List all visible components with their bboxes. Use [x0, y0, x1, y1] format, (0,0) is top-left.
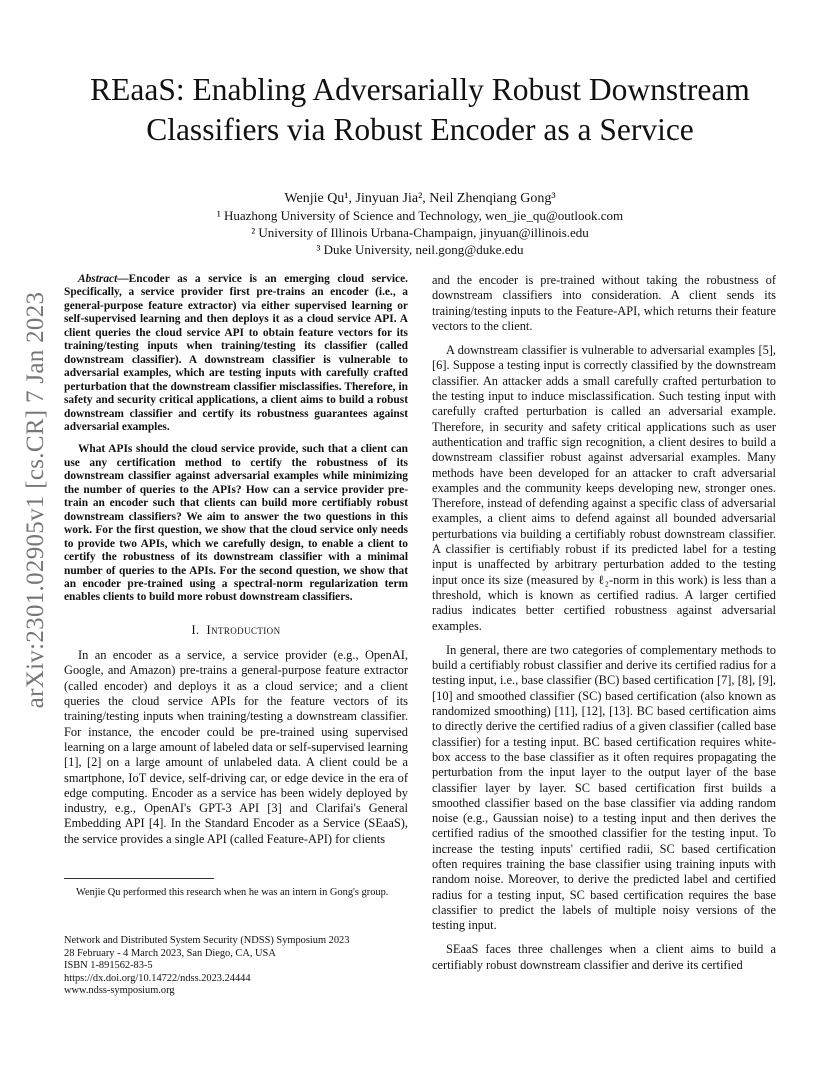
paper-title — [64, 70, 776, 150]
venue-line: 28 February - 4 March 2023, San Diego, CA, USA — [64, 947, 276, 959]
right-column — [432, 273, 776, 982]
arxiv-sidebar — [0, 0, 62, 1072]
author-block — [64, 190, 776, 258]
footnote: Wenjie Qu performed this research when he was an intern in Gong's group. — [76, 887, 389, 898]
section-heading — [64, 623, 408, 638]
title-line-1: REaaS: Enabling Adversarially Robust Downstream — [90, 72, 750, 107]
venue-website-link[interactable]: www.ndss-symposium.org — [64, 985, 175, 997]
right-paragraph-3: In general, there are two categories of complementary methods to build a certifiably robust classifier and derive its certified radius for a testing input, i.e., base classifier (BC) based certification [7], [8], [9], [10] and smoothed classifier (SC) based certification (also known as randomized smoothing) [11], [12], [13]. BC based certification aims to directly derive the certified radius of a given classifier (called base classifier) for a testing input. BC based certification requires white-box access to the base classifier as it often requires propagating the perturbation from the input layer to the output layer of the base classifier layer by layer. SC based certification first builds a smoothed classifier based on the base classifier via adding random noise (e.g., Gaussian noise) to a testing input and then derives the certified radius of the smoothed classifier for the testing input. To increase the testing inputs' certified radii, SC based certification often requires training the base classifier using training inputs with random noise. Moreover, to derive the predicted label and certified radius for a testing input, SC based certification requires the base classifier to predict the labels of multiple noisy versions of the testing input. — [432, 642, 776, 933]
right-paragraph-2: A downstream classifier is vulnerable to adversarial examples [5], [6]. Suppose a testing input is correctly classified by the downstream classifier. An attacker adds a small carefully crafted perturbation to the testing input to induce misclassification. Such testing input with carefully crafted perturbation is called an adversarial example. Therefore, in security and safety critical applications such as user authentication and traffic sign recognition, a client desires to build a downstream classifier robust against adversarial examples. Many methods have been developed for an attacker to craft adversarial examples and the community keeps developing new, stronger ones. Therefore, instead of defending against a specific class of adversarial examples, a client aims to defend against all bounded adversarial perturbations via building a certifiably robust downstream classifier. A classifier is certifiably robust if its predicted label for a testing input is unaffected by arbitrary perturbation added to the testing input once its size (measured by ℓ₂-norm in this work) is less than a threshold, which is known as certified radius. A larger certified radius indicates better certified robustness against adversarial examples. — [432, 343, 776, 633]
author-names: Wenjie Qu¹, Jinyuan Jia², Neil Zhenqiang Gong³ — [284, 191, 556, 206]
abstract-lead: Abstract — [78, 273, 118, 285]
venue-info — [64, 935, 408, 998]
arxiv-identifier: arXiv:2301.02905v1 [cs.CR] 7 Jan 2023 — [22, 291, 49, 709]
venue-doi-link[interactable]: https://dx.doi.org/10.14722/ndss.2023.24444 — [64, 972, 251, 984]
abstract-paragraph-1 — [64, 273, 408, 434]
intro-paragraph: In an encoder as a service, a service provider (e.g., OpenAI, Google, and Amazon) pre-trains a general-purpose feature extractor (called encoder) and deploys it as a cloud service; and a client queries the cloud service APIs for the feature vectors of its training/testing inputs when training/testing a downstream classifier. For instance, the encoder could be pre-trained using supervised learning on a large amount of labeled data or self-supervised learning [1], [2] on a large amount of unlabeled data. A client could be a smartphone, IoT device, self-driving car, or edge device in the era of edge computing. Encoder as a service has been widely deployed by industry, e.g., OpenAI's GPT-3 API [3] and Clarifai's General Embedding API [4]. In the Standard Encoder as a Service (SEaaS), the service provides a single API (called Feature-API) for clients — [64, 648, 408, 846]
left-column — [64, 273, 408, 856]
section-title: Introduction — [206, 622, 281, 637]
affiliation-2: ² University of Illinois Urbana-Champaign, jinyuan@illinois.edu — [251, 225, 589, 240]
footnote-rule — [64, 878, 214, 879]
venue-line: Network and Distributed System Security (NDSS) Symposium 2023 — [64, 935, 350, 946]
affiliation-3: ³ Duke University, neil.gong@duke.edu — [316, 242, 524, 257]
abstract-text-1: —Encoder as a service is an emerging cloud service. Specifically, a service provider first pre-trains an encoder (i.e., a general-purpose feature extractor) via either supervised learning or self-supervised learning and then deploys it as a cloud service API. A client queries the cloud service API to obtain feature vectors for its training/testing inputs when training/testing its classifier (called downstream classifier). A downstream classifier is vulnerable to adversarial examples, which are testing inputs with carefully crafted perturbation that the downstream classifier misclassifies. Therefore, in safety and security critical applications, a client aims to build a robust downstream classifier and certify its robustness guarantees against adversarial examples. — [64, 273, 408, 433]
right-paragraph-4: SEaaS faces three challenges when a client aims to build a certifiably robust downstream classifier and derive its certified — [432, 942, 776, 972]
right-paragraph-1: and the encoder is pre-trained without taking the robustness of downstream classifiers into consideration. A client sends its training/testing inputs to the Feature-API, which returns their feature vectors to the client. — [432, 273, 776, 333]
venue-line: ISBN 1-891562-83-5 — [64, 960, 153, 972]
title-line-2: Classifiers via Robust Encoder as a Service — [146, 112, 694, 147]
section-number: I. — [191, 622, 200, 637]
affiliation-1: ¹ Huazhong University of Science and Technology, wen_jie_qu@outlook.com — [216, 208, 624, 223]
abstract-paragraph-2: What APIs should the cloud service provide, such that a client can use any certification method to certify the robustness of its downstream classifier against adversarial examples while minimizing the number of queries to the APIs? How can a service provider pre-train an encoder such that clients can build more certifiably robust downstream classifiers? We aim to answer the two questions in this work. For the first question, we show that the cloud service only needs to provide two APIs, which we carefully design, to enable a client to certify the robustness of its downstream classifier with a minimal number of queries to the APIs. For the second question, we show that an encoder pre-trained using a spectral-norm regularization term enables clients to build more robust downstream classifiers. — [64, 443, 408, 604]
